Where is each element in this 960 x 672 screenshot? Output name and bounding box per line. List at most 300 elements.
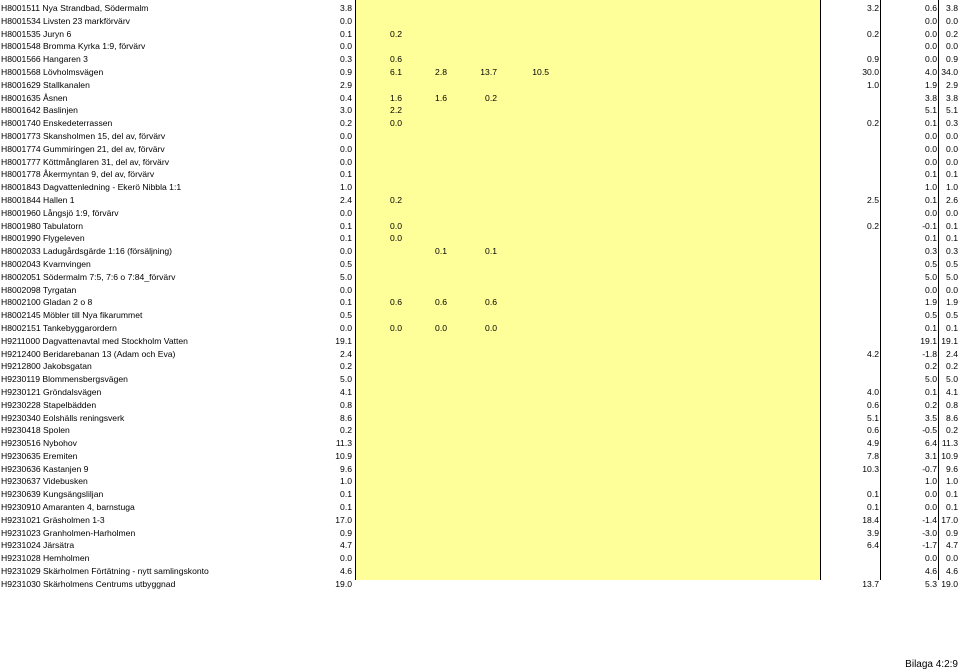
value-cell xyxy=(499,309,551,322)
value-cell: 5.0 xyxy=(946,374,958,385)
value-cell: 0.0 xyxy=(390,118,402,129)
table-row xyxy=(0,207,960,220)
value-cell xyxy=(449,424,499,437)
value-cell xyxy=(499,348,551,361)
value-cell xyxy=(449,284,499,297)
project-name-cell: H8001511 Nya Strandbad, Södermalm xyxy=(1,3,149,13)
value-cell xyxy=(551,53,819,66)
value-cell: 4.0 xyxy=(925,66,937,77)
value-cell: 5.1 xyxy=(867,412,879,423)
value-cell xyxy=(404,40,449,53)
value-cell: 0.6 xyxy=(390,297,402,308)
value-cell: 4.7 xyxy=(340,540,352,551)
value-cell: 0.0 xyxy=(946,207,958,218)
value-cell: 2.9 xyxy=(946,79,958,90)
table-row xyxy=(0,360,960,373)
table-row xyxy=(0,194,960,207)
value-cell: 0.1 xyxy=(867,489,879,500)
value-cell xyxy=(551,79,819,92)
value-cell xyxy=(499,232,551,245)
value-cell xyxy=(499,79,551,92)
table-row xyxy=(0,232,960,245)
value-cell xyxy=(354,335,404,348)
value-cell xyxy=(449,143,499,156)
value-cell: 0.6 xyxy=(435,297,447,308)
table-row xyxy=(0,15,960,28)
value-cell: 4.9 xyxy=(867,438,879,449)
value-cell xyxy=(499,322,551,335)
project-name-cell: H8001773 Skansholmen 15, del av, förvärv xyxy=(1,130,166,141)
project-name-cell: H8002098 Tyrgatan xyxy=(1,284,77,295)
value-cell xyxy=(499,552,551,565)
value-cell: 7.8 xyxy=(867,450,879,461)
value-cell: 0.1 xyxy=(340,297,352,308)
table-row xyxy=(0,424,960,437)
value-cell: 13.7 xyxy=(480,66,497,77)
value-cell: 0.0 xyxy=(925,207,937,218)
value-cell xyxy=(499,360,551,373)
value-cell xyxy=(449,40,499,53)
value-cell xyxy=(551,28,819,41)
value-cell: 0.3 xyxy=(946,246,958,257)
value-cell xyxy=(449,156,499,169)
value-cell: 3.5 xyxy=(925,412,937,423)
table-row xyxy=(0,565,960,578)
table-row xyxy=(0,28,960,41)
project-name-cell: H9230910 Amaranten 4, barnstuga xyxy=(1,502,135,513)
value-cell xyxy=(354,527,404,540)
value-cell: 0.1 xyxy=(340,28,352,39)
value-cell xyxy=(499,181,551,194)
value-cell xyxy=(449,501,499,514)
value-cell: 5.0 xyxy=(925,271,937,282)
value-cell xyxy=(404,539,449,552)
value-cell xyxy=(499,399,551,412)
value-cell xyxy=(449,412,499,425)
value-cell: 5.0 xyxy=(925,374,937,385)
value-cell xyxy=(551,309,819,322)
project-name-cell: H8001778 Åkermyntan 9, del av, förvärv xyxy=(1,169,155,180)
value-cell: 0.2 xyxy=(340,118,352,129)
value-cell xyxy=(449,104,499,117)
value-cell: 1.0 xyxy=(925,182,937,193)
table-row xyxy=(0,501,960,514)
value-cell xyxy=(819,373,881,386)
value-cell: 0.5 xyxy=(946,310,958,321)
value-cell xyxy=(354,40,404,53)
value-cell: 0.0 xyxy=(925,489,937,500)
value-cell: 0.0 xyxy=(390,322,402,333)
value-cell xyxy=(449,117,499,130)
value-cell: 11.3 xyxy=(941,438,958,449)
value-cell xyxy=(499,475,551,488)
table-row xyxy=(0,143,960,156)
value-cell xyxy=(404,232,449,245)
table-row xyxy=(0,373,960,386)
value-cell: 0.2 xyxy=(925,361,937,372)
value-cell xyxy=(354,501,404,514)
table-row xyxy=(0,412,960,425)
value-cell xyxy=(354,386,404,399)
value-cell xyxy=(404,258,449,271)
value-cell xyxy=(404,488,449,501)
value-cell xyxy=(354,514,404,527)
value-cell: 0.1 xyxy=(946,489,958,500)
value-cell: 0.0 xyxy=(946,41,958,52)
value-cell: 0.0 xyxy=(925,284,937,295)
value-cell xyxy=(449,130,499,143)
value-cell xyxy=(404,348,449,361)
value-cell xyxy=(404,284,449,297)
table-row xyxy=(0,527,960,540)
value-cell xyxy=(499,117,551,130)
value-cell: 30.0 xyxy=(862,66,879,77)
value-cell xyxy=(819,181,881,194)
table-row xyxy=(0,271,960,284)
value-cell xyxy=(551,373,819,386)
value-cell xyxy=(499,488,551,501)
value-cell xyxy=(499,437,551,450)
value-cell: 0.3 xyxy=(946,118,958,129)
value-cell xyxy=(449,168,499,181)
project-name-cell: H9230119 Blommensbergsvägen xyxy=(1,374,128,385)
value-cell xyxy=(551,220,819,233)
table-row xyxy=(0,284,960,297)
value-cell xyxy=(404,15,449,28)
project-name-cell: H8001960 Långsjö 1:9, förvärv xyxy=(1,207,119,218)
value-cell: 4.1 xyxy=(340,386,352,397)
value-cell: 0.6 xyxy=(867,399,879,410)
value-cell xyxy=(499,565,551,578)
value-cell xyxy=(354,348,404,361)
value-cell xyxy=(499,207,551,220)
value-cell xyxy=(551,194,819,207)
value-cell xyxy=(449,565,499,578)
value-cell xyxy=(449,194,499,207)
value-cell: 0.5 xyxy=(925,310,937,321)
value-cell: 0.0 xyxy=(340,284,352,295)
value-cell xyxy=(819,104,881,117)
project-name-cell: H9231028 Hemholmen xyxy=(1,553,90,564)
value-cell: 0.2 xyxy=(867,28,879,39)
value-cell xyxy=(404,28,449,41)
value-cell: 2.4 xyxy=(946,348,958,359)
value-cell xyxy=(551,412,819,425)
value-cell xyxy=(354,450,404,463)
value-cell xyxy=(819,271,881,284)
appendix-label: Bilaga 4:2:9 xyxy=(905,659,958,670)
value-cell: 6.4 xyxy=(925,438,937,449)
value-cell: 8.6 xyxy=(946,412,958,423)
value-cell xyxy=(499,15,551,28)
value-cell xyxy=(551,501,819,514)
project-name-cell: H9230121 Gröndalsvägen xyxy=(1,386,102,397)
value-cell xyxy=(404,309,449,322)
value-cell: 0.0 xyxy=(340,41,352,52)
value-cell: 3.0 xyxy=(340,105,352,116)
value-cell xyxy=(499,539,551,552)
value-cell: 0.0 xyxy=(340,130,352,141)
table-row xyxy=(0,335,960,348)
value-cell: 0.0 xyxy=(946,156,958,167)
project-name-cell: H9231024 Järsätra xyxy=(1,540,75,551)
value-cell xyxy=(551,232,819,245)
value-cell: 0.0 xyxy=(925,143,937,154)
value-cell: 0.2 xyxy=(867,220,879,231)
value-cell: 0.2 xyxy=(946,28,958,39)
value-cell: 1.0 xyxy=(340,476,352,487)
value-cell: 0.0 xyxy=(340,143,352,154)
table-row xyxy=(0,514,960,527)
value-cell: 0.0 xyxy=(946,130,958,141)
project-name-cell: H8001844 Hallen 1 xyxy=(1,194,75,205)
value-cell xyxy=(499,194,551,207)
value-cell: -1.7 xyxy=(922,540,937,551)
value-cell xyxy=(354,15,404,28)
value-cell xyxy=(551,360,819,373)
value-cell xyxy=(354,156,404,169)
table-row xyxy=(0,578,960,591)
value-cell: 0.1 xyxy=(925,322,937,333)
value-cell xyxy=(404,143,449,156)
value-cell: 4.6 xyxy=(340,566,352,577)
value-cell: 0.1 xyxy=(435,246,447,257)
value-cell xyxy=(404,53,449,66)
value-cell: 8.6 xyxy=(340,412,352,423)
value-cell xyxy=(404,565,449,578)
value-cell xyxy=(354,578,404,591)
value-cell xyxy=(551,488,819,501)
value-cell: 1.6 xyxy=(390,92,402,103)
table-row xyxy=(0,450,960,463)
value-cell: 0.8 xyxy=(340,399,352,410)
value-cell: 0.9 xyxy=(946,54,958,65)
project-name-cell: H8001629 Stallkanalen xyxy=(1,79,90,90)
value-cell: 0.0 xyxy=(925,41,937,52)
project-name-cell: H8002100 Gladan 2 o 8 xyxy=(1,297,93,308)
project-name-cell: H8001642 Baslinjen xyxy=(1,105,78,116)
value-cell: 0.5 xyxy=(946,258,958,269)
value-cell: 0.2 xyxy=(946,361,958,372)
project-name-cell: H9230639 Kungsängsliljan xyxy=(1,489,104,500)
value-cell xyxy=(449,539,499,552)
value-cell: -0.5 xyxy=(922,425,937,436)
value-cell: 0.0 xyxy=(340,207,352,218)
project-name-cell: H8001843 Dagvattenledning - Ekerö Nibbla 1:1 xyxy=(1,182,182,193)
value-cell xyxy=(354,463,404,476)
value-cell: 0.0 xyxy=(925,28,937,39)
project-name-cell: H9230636 Kastanjen 9 xyxy=(1,463,89,474)
value-cell xyxy=(449,527,499,540)
value-cell: 0.1 xyxy=(946,502,958,513)
value-cell: 4.7 xyxy=(946,540,958,551)
value-cell: 0.6 xyxy=(390,54,402,65)
project-name-cell: H8002151 Tankebyggarordern xyxy=(1,322,117,333)
value-cell: 0.0 xyxy=(340,156,352,167)
value-cell: 0.1 xyxy=(867,502,879,513)
value-cell: -0.7 xyxy=(922,463,937,474)
value-cell xyxy=(551,156,819,169)
project-name-cell: H9231029 Skärholmen Förtätning - nytt samlingskonto xyxy=(1,566,209,577)
value-cell xyxy=(449,232,499,245)
value-cell xyxy=(819,258,881,271)
value-cell: 3.9 xyxy=(867,527,879,538)
value-cell xyxy=(819,40,881,53)
project-name-cell: H9230418 Spolen xyxy=(1,425,70,436)
value-cell: -3.0 xyxy=(922,527,937,538)
value-cell: 4.6 xyxy=(946,566,958,577)
value-cell: 0.6 xyxy=(867,425,879,436)
project-name-cell: H8002043 Kvarnvingen xyxy=(1,258,91,269)
value-cell xyxy=(499,463,551,476)
value-cell: 5.1 xyxy=(925,105,937,116)
value-cell: 0.9 xyxy=(867,54,879,65)
value-cell xyxy=(449,335,499,348)
value-cell xyxy=(354,79,404,92)
value-cell: 1.9 xyxy=(925,79,937,90)
value-cell xyxy=(499,104,551,117)
value-cell xyxy=(404,181,449,194)
project-name-cell: H8001777 Köttmånglaren 31, del av, förvärv xyxy=(1,156,169,167)
table-row xyxy=(0,552,960,565)
value-cell: 0.0 xyxy=(925,130,937,141)
value-cell: 0.1 xyxy=(925,194,937,205)
value-cell: 0.4 xyxy=(340,92,352,103)
value-cell xyxy=(404,399,449,412)
value-cell: 0.5 xyxy=(340,310,352,321)
value-cell xyxy=(819,284,881,297)
value-cell xyxy=(404,104,449,117)
project-name-cell: H8002145 Möbler till Nya fikarummet xyxy=(1,310,143,321)
value-cell xyxy=(819,552,881,565)
value-cell: 0.0 xyxy=(925,502,937,513)
value-cell: 4.6 xyxy=(925,566,937,577)
value-cell: 2.6 xyxy=(946,194,958,205)
value-cell: 6.4 xyxy=(867,540,879,551)
value-cell xyxy=(449,309,499,322)
value-cell: 0.3 xyxy=(925,246,937,257)
value-cell xyxy=(819,92,881,105)
value-cell xyxy=(449,463,499,476)
value-cell: -0.1 xyxy=(922,220,937,231)
value-cell: 0.0 xyxy=(340,322,352,333)
value-cell xyxy=(354,475,404,488)
value-cell xyxy=(499,335,551,348)
value-cell: 10.5 xyxy=(532,66,549,77)
value-cell xyxy=(499,53,551,66)
value-cell: 11.3 xyxy=(335,438,352,449)
value-cell xyxy=(819,360,881,373)
table-row xyxy=(0,117,960,130)
value-cell: 4.0 xyxy=(867,386,879,397)
value-cell: 0.3 xyxy=(340,54,352,65)
value-cell xyxy=(819,232,881,245)
value-cell xyxy=(354,168,404,181)
value-cell xyxy=(449,552,499,565)
table-row xyxy=(0,539,960,552)
project-name-cell: H8002033 Ladugårdsgärde 1:16 (försäljning) xyxy=(1,246,173,257)
value-cell: 0.8 xyxy=(946,399,958,410)
value-cell xyxy=(819,475,881,488)
table-row xyxy=(0,322,960,335)
project-name-cell: H8001774 Gummiringen 21, del av, förvärv xyxy=(1,143,165,154)
value-cell: 0.0 xyxy=(435,322,447,333)
value-cell: 1.0 xyxy=(867,79,879,90)
table-row xyxy=(0,92,960,105)
value-cell: 0.0 xyxy=(390,233,402,244)
value-cell xyxy=(449,28,499,41)
value-cell: 5.3 xyxy=(925,578,937,589)
value-cell: 3.8 xyxy=(925,92,937,103)
value-cell xyxy=(449,578,499,591)
value-cell xyxy=(404,386,449,399)
value-cell xyxy=(404,475,449,488)
table-row xyxy=(0,245,960,258)
value-cell xyxy=(449,373,499,386)
value-cell: -1.4 xyxy=(922,514,937,525)
value-cell xyxy=(449,207,499,220)
table-row xyxy=(0,463,960,476)
value-cell xyxy=(449,386,499,399)
value-cell: 10.9 xyxy=(335,450,352,461)
project-name-cell: H8001980 Tabulatorn xyxy=(1,220,84,231)
table-row xyxy=(0,104,960,117)
value-cell xyxy=(551,66,819,79)
value-cell xyxy=(354,181,404,194)
value-cell xyxy=(819,156,881,169)
value-cell xyxy=(551,40,819,53)
value-cell: 3.1 xyxy=(925,450,937,461)
value-cell xyxy=(404,2,449,15)
value-cell xyxy=(404,117,449,130)
value-cell: 1.0 xyxy=(925,476,937,487)
value-cell xyxy=(499,514,551,527)
value-cell xyxy=(551,104,819,117)
value-cell: 0.2 xyxy=(390,28,402,39)
value-cell xyxy=(449,475,499,488)
value-cell xyxy=(354,284,404,297)
value-cell xyxy=(354,488,404,501)
value-cell xyxy=(551,463,819,476)
value-cell: 0.2 xyxy=(340,361,352,372)
value-cell: 0.2 xyxy=(390,194,402,205)
value-cell: 0.0 xyxy=(925,553,937,564)
value-cell: 0.1 xyxy=(925,386,937,397)
value-cell xyxy=(499,92,551,105)
value-cell xyxy=(499,412,551,425)
table-row xyxy=(0,168,960,181)
value-cell: 1.0 xyxy=(946,182,958,193)
value-cell xyxy=(551,92,819,105)
value-cell xyxy=(499,130,551,143)
value-cell: 0.1 xyxy=(925,233,937,244)
value-cell: 1.9 xyxy=(946,297,958,308)
value-cell: 0.0 xyxy=(340,553,352,564)
value-cell: 1.9 xyxy=(925,297,937,308)
project-name-cell: H9230228 Stapelbädden xyxy=(1,399,97,410)
project-name-cell: H9230635 Eremiten xyxy=(1,450,78,461)
table-row xyxy=(0,386,960,399)
value-cell xyxy=(499,220,551,233)
value-cell xyxy=(499,284,551,297)
value-cell xyxy=(404,168,449,181)
value-cell: 0.0 xyxy=(340,15,352,26)
value-cell xyxy=(354,399,404,412)
value-cell: 0.1 xyxy=(340,220,352,231)
value-cell xyxy=(819,245,881,258)
project-name-cell: H8001534 Livsten 23 markförvärv xyxy=(1,15,130,26)
table-row xyxy=(0,488,960,501)
